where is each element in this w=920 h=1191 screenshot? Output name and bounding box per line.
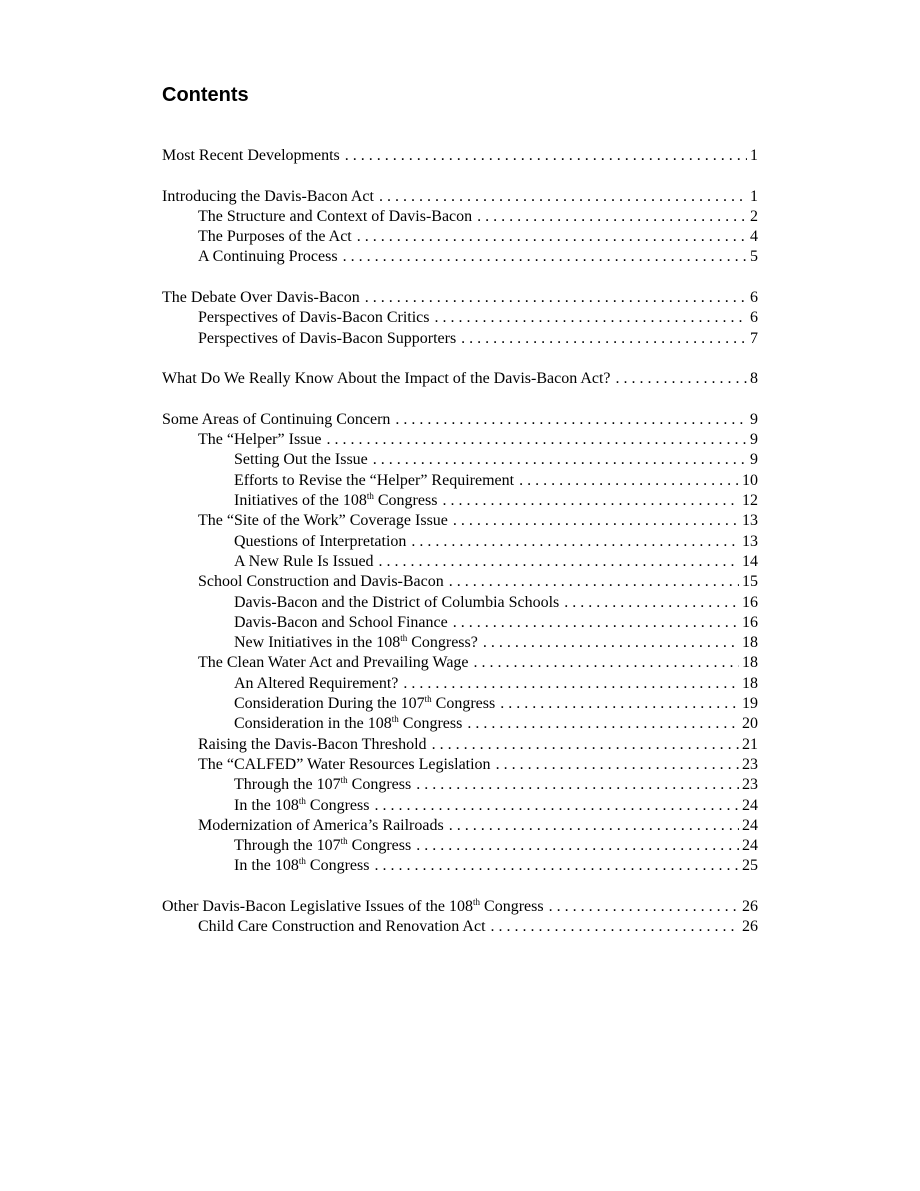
ordinal-superscript: th xyxy=(298,795,306,806)
toc-entry-title xyxy=(162,146,340,166)
dot-leader xyxy=(379,552,739,572)
toc-entry-title xyxy=(234,593,559,613)
toc-entry-title xyxy=(198,755,491,775)
toc-entry[interactable] xyxy=(162,227,758,247)
toc-page-number: 1 xyxy=(750,147,758,164)
toc-entry[interactable] xyxy=(162,491,758,511)
toc-entry[interactable] xyxy=(162,816,758,836)
toc-entry[interactable] xyxy=(162,471,758,491)
toc-title-text: Perspectives of Davis-Bacon Supporters xyxy=(198,329,457,347)
dot-leader xyxy=(496,755,739,775)
toc-entry[interactable] xyxy=(162,836,758,856)
toc-title-text: Introducing the Davis-Bacon Act xyxy=(162,187,374,205)
toc-entry[interactable] xyxy=(162,329,758,349)
toc-entry-title xyxy=(198,430,322,450)
toc-page-number: 24 xyxy=(742,816,758,834)
toc-entry[interactable] xyxy=(162,735,758,755)
toc-title-text: Setting Out the Issue xyxy=(234,451,368,469)
toc-entry-title xyxy=(198,735,427,755)
toc-title-text: A Continuing Process xyxy=(198,248,338,266)
toc-page-number: 25 xyxy=(742,857,758,875)
toc-title-text: Some Areas of Continuing Concern xyxy=(162,410,391,428)
dot-leader xyxy=(379,187,747,207)
toc-entry[interactable] xyxy=(162,633,758,653)
ordinal-superscript: th xyxy=(298,856,306,867)
toc-entry-title xyxy=(234,714,462,734)
toc-page-number: 24 xyxy=(742,837,758,855)
toc-entry-title xyxy=(198,816,444,836)
toc-entry[interactable] xyxy=(162,653,758,673)
toc-entry-title xyxy=(198,917,486,937)
toc-page-number: 23 xyxy=(742,755,758,773)
toc-title-text: The “Helper” Issue xyxy=(198,431,322,449)
toc-page-number: 2 xyxy=(750,207,758,225)
toc-page-number: 13 xyxy=(742,532,758,550)
toc-page-number: 9 xyxy=(750,410,758,428)
dot-leader xyxy=(416,836,739,856)
toc-title-text: Most Recent Developments xyxy=(162,147,340,164)
ordinal-superscript: th xyxy=(340,836,348,847)
dot-leader xyxy=(442,491,739,511)
dot-leader xyxy=(474,653,739,673)
dot-leader xyxy=(345,146,747,166)
toc-page-number: 20 xyxy=(742,715,758,733)
dot-leader xyxy=(449,816,739,836)
toc-entry[interactable] xyxy=(162,917,758,937)
toc-entry[interactable] xyxy=(162,288,758,308)
toc-title-text: What Do We Really Know About the Impact of the Davis-Bacon Act? xyxy=(162,370,611,388)
toc-entry-title xyxy=(198,308,430,328)
toc-entry-title xyxy=(234,633,478,653)
toc-title-text: Raising the Davis-Bacon Threshold xyxy=(198,735,427,753)
toc-title-text: The “CALFED” Water Resources Legislation xyxy=(198,755,491,773)
toc-page-number: 21 xyxy=(742,735,758,753)
dot-leader xyxy=(416,775,739,795)
dot-leader xyxy=(343,247,747,267)
toc-page-number: 18 xyxy=(742,674,758,692)
toc-entry[interactable] xyxy=(162,714,758,734)
toc-page-number: 6 xyxy=(750,309,758,327)
toc-page-number: 18 xyxy=(742,654,758,672)
toc-entry-title xyxy=(162,288,360,308)
ordinal-superscript: th xyxy=(340,775,348,786)
toc-page-number: 26 xyxy=(742,918,758,936)
toc-entry[interactable] xyxy=(162,552,758,572)
dot-leader xyxy=(453,613,739,633)
toc-entry-title xyxy=(198,247,338,267)
toc-entry-title xyxy=(198,572,444,592)
dot-leader xyxy=(374,796,739,816)
toc-page-number: 15 xyxy=(742,573,758,591)
dot-leader xyxy=(403,674,739,694)
toc-title-text: Congress xyxy=(398,715,463,733)
toc-title-text: School Construction and Davis-Bacon xyxy=(198,573,444,591)
toc-title-text: Congress xyxy=(480,897,544,915)
toc-entry-title xyxy=(234,471,514,491)
dot-leader xyxy=(327,430,748,450)
dot-leader xyxy=(483,633,739,653)
ordinal-superscript: th xyxy=(473,896,481,907)
toc-page-number: 7 xyxy=(750,329,758,347)
ordinal-superscript: th xyxy=(391,714,399,725)
toc-entry-title xyxy=(198,207,472,227)
dot-leader xyxy=(435,308,748,328)
toc-title-text: Congress xyxy=(347,837,412,855)
toc-title-text: Initiatives of the 108 xyxy=(234,492,367,510)
toc-title-text: New Initiatives in the 108 xyxy=(234,634,401,652)
toc-entry[interactable] xyxy=(162,430,758,450)
toc-entry-title xyxy=(234,532,406,552)
toc-title-text: Through the 107 xyxy=(234,837,341,855)
toc-entry[interactable] xyxy=(162,674,758,694)
dot-leader xyxy=(519,471,739,491)
toc-page-number: 14 xyxy=(742,552,758,570)
toc-entry[interactable] xyxy=(162,247,758,267)
toc-title-text: Through the 107 xyxy=(234,776,341,794)
toc-page-number: 6 xyxy=(750,289,758,307)
toc-page-number: 9 xyxy=(750,431,758,449)
toc-page-number: 26 xyxy=(742,897,758,915)
toc-title-text: The Purposes of the Act xyxy=(198,228,352,246)
dot-leader xyxy=(374,856,739,876)
ordinal-superscript: th xyxy=(400,633,408,644)
dot-leader xyxy=(365,288,747,308)
toc-entry[interactable] xyxy=(162,511,758,531)
toc-page-number: 12 xyxy=(742,492,758,510)
toc-page-number: 16 xyxy=(742,613,758,631)
toc-entry[interactable] xyxy=(162,532,758,552)
toc-entry[interactable] xyxy=(162,694,758,714)
toc-title-text: Other Davis-Bacon Legislative Issues of the 108 xyxy=(162,897,474,915)
toc-entry-title xyxy=(234,552,374,572)
toc-entry-title xyxy=(234,856,369,876)
toc-page-number: 24 xyxy=(742,796,758,814)
toc-title-text: Davis-Bacon and School Finance xyxy=(234,613,448,631)
toc-entry-title xyxy=(234,674,398,694)
toc-title-text: Congress xyxy=(373,492,438,510)
dot-leader xyxy=(449,572,739,592)
toc-entry[interactable] xyxy=(162,613,758,633)
toc-entry-title xyxy=(198,511,448,531)
contents-heading: Contents xyxy=(162,84,249,106)
toc-title-text: Congress xyxy=(431,695,496,713)
ordinal-superscript: th xyxy=(424,694,432,705)
dot-leader xyxy=(461,329,747,349)
toc-entry[interactable] xyxy=(162,755,758,775)
toc-entry-title xyxy=(162,369,611,389)
toc-entry[interactable] xyxy=(162,308,758,328)
toc-title-text: Congress xyxy=(305,796,370,814)
dot-leader xyxy=(395,410,747,430)
toc-entry[interactable] xyxy=(162,146,758,166)
dot-leader xyxy=(411,532,739,552)
toc-title-text: The Clean Water Act and Prevailing Wage xyxy=(198,654,469,672)
toc-page-number: 16 xyxy=(742,593,758,611)
dot-leader xyxy=(491,917,739,937)
toc-entry-title xyxy=(198,653,469,673)
toc-page-number: 8 xyxy=(750,370,758,388)
toc-entry-title xyxy=(198,227,352,247)
toc-title-text: Congress xyxy=(305,857,370,875)
toc-title-text: Consideration During the 107 xyxy=(234,695,425,713)
toc-page-number: 19 xyxy=(742,695,758,713)
toc-entry-title xyxy=(234,694,495,714)
toc-entry-title xyxy=(234,450,368,470)
dot-leader xyxy=(477,207,747,227)
dot-leader xyxy=(467,714,739,734)
dot-leader xyxy=(564,593,739,613)
toc-page-number: 5 xyxy=(750,248,758,266)
toc-entry-title xyxy=(234,491,437,511)
dot-leader xyxy=(549,897,739,917)
toc-entry-title xyxy=(234,775,411,795)
toc-title-text: Consideration in the 108 xyxy=(234,715,392,733)
toc-title-text: The Debate Over Davis-Bacon xyxy=(162,289,360,307)
toc-entry[interactable] xyxy=(162,593,758,613)
toc-title-text: Questions of Interpretation xyxy=(234,532,407,550)
toc-entry[interactable] xyxy=(162,410,758,430)
toc-entry-title xyxy=(234,613,448,633)
dot-leader xyxy=(453,511,739,531)
ordinal-superscript: th xyxy=(366,491,374,502)
toc-title-text: In the 108 xyxy=(234,796,299,814)
toc-entry[interactable] xyxy=(162,207,758,227)
toc-page-number: 18 xyxy=(742,634,758,652)
toc-entry[interactable] xyxy=(162,897,758,917)
toc-entry[interactable] xyxy=(162,369,758,389)
dot-leader xyxy=(357,227,747,247)
toc-page-number: 9 xyxy=(750,451,758,469)
toc-title-text: Perspectives of Davis-Bacon Critics xyxy=(198,309,430,327)
toc-title-text: Davis-Bacon and the District of Columbia Schools xyxy=(234,593,560,611)
toc-entry[interactable] xyxy=(162,187,758,207)
toc-title-text: An Altered Requirement? xyxy=(234,674,399,692)
dot-leader xyxy=(432,735,739,755)
dot-leader xyxy=(373,450,747,470)
toc-page-number: 1 xyxy=(750,187,758,205)
toc-entry-title xyxy=(162,187,374,207)
toc-entry-title xyxy=(234,796,369,816)
toc-title-text: The “Site of the Work” Coverage Issue xyxy=(198,512,448,530)
toc-page-number: 23 xyxy=(742,776,758,794)
toc-entry[interactable] xyxy=(162,775,758,795)
toc-title-text: The Structure and Context of Davis-Bacon xyxy=(198,207,473,225)
toc-page-number: 10 xyxy=(742,471,758,489)
toc-page-number: 13 xyxy=(742,512,758,530)
toc-title-text: In the 108 xyxy=(234,857,299,875)
dot-leader xyxy=(616,369,747,389)
toc-title-text: Congress? xyxy=(407,634,478,652)
toc-entry[interactable] xyxy=(162,796,758,816)
toc-title-text: Congress xyxy=(347,776,412,794)
toc-title-text: A New Rule Is Issued xyxy=(234,552,374,570)
toc-entry[interactable] xyxy=(162,572,758,592)
toc-entry-title xyxy=(198,329,456,349)
toc-entry-title xyxy=(162,410,390,430)
toc-entry[interactable] xyxy=(162,450,758,470)
toc-title-text: Efforts to Revise the “Helper” Requirement xyxy=(234,471,515,489)
table-of-contents xyxy=(162,146,758,938)
toc-entry-title xyxy=(162,897,544,917)
toc-title-text: Child Care Construction and Renovation Act xyxy=(198,918,486,936)
toc-title-text: Modernization of America’s Railroads xyxy=(198,816,444,834)
toc-page-number: 4 xyxy=(750,228,758,246)
dot-leader xyxy=(500,694,739,714)
toc-entry-title xyxy=(234,836,411,856)
toc-entry[interactable] xyxy=(162,856,758,876)
